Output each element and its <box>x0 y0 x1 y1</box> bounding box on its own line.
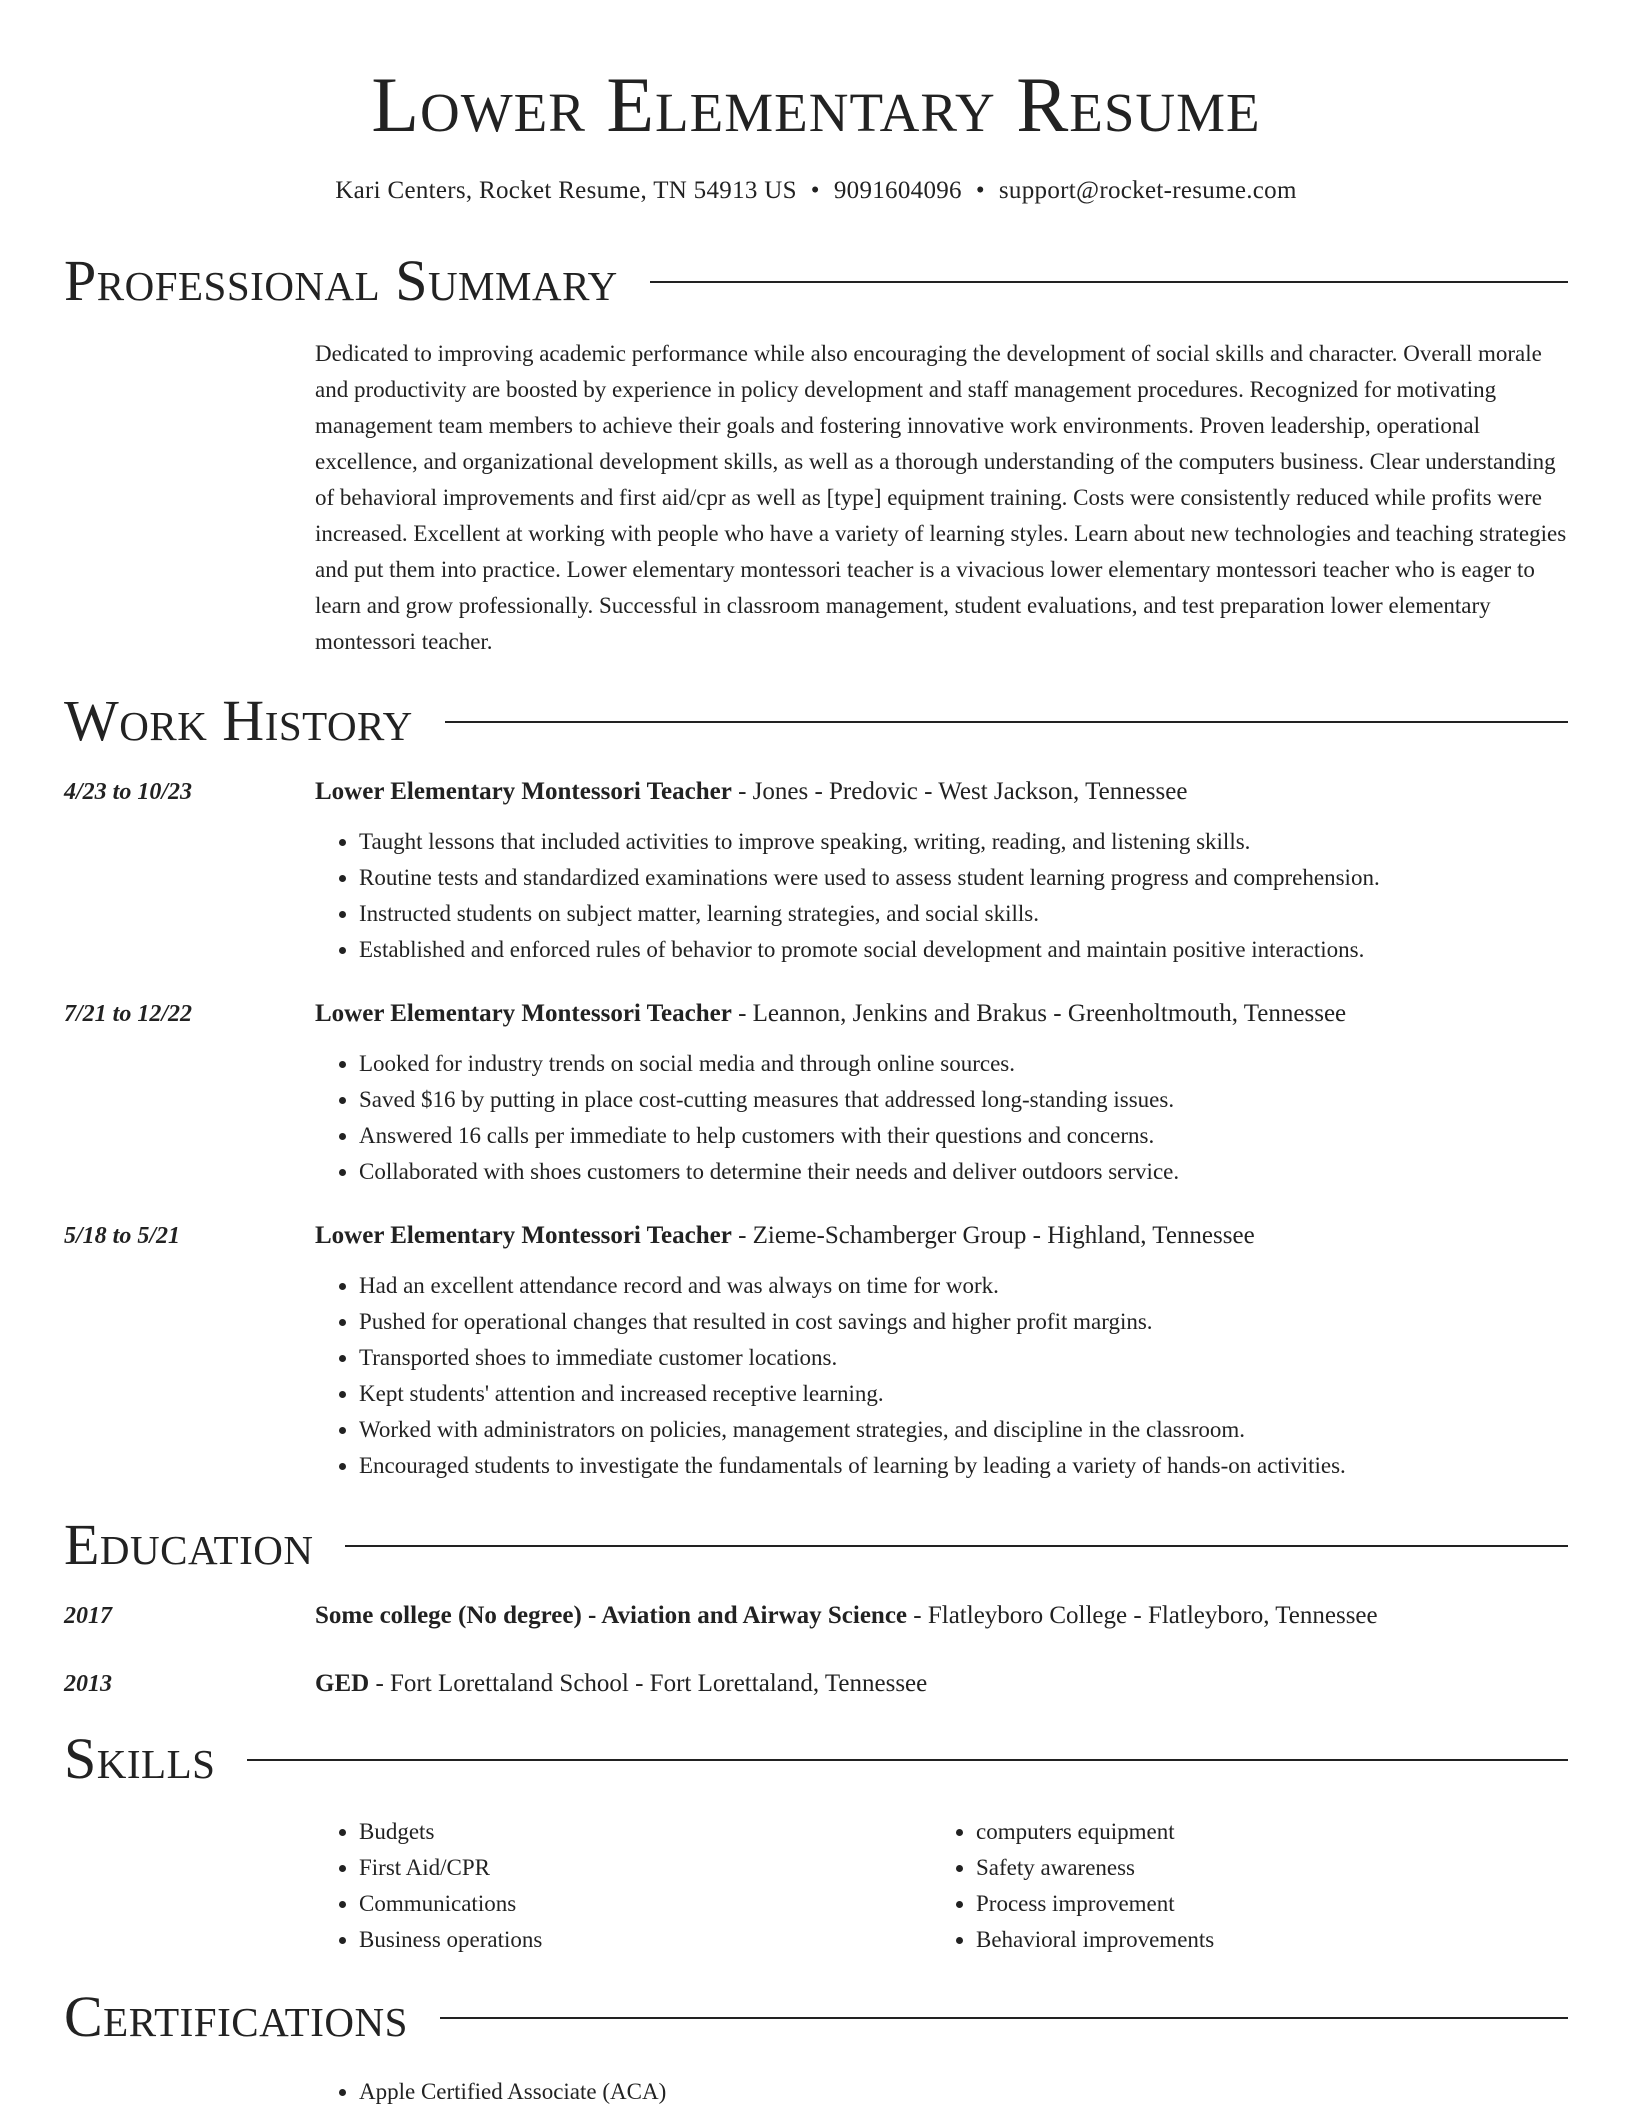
certifications-list <box>315 2074 1568 2110</box>
list-item: • Kept students' attention and increased receptive learning. <box>359 1376 1568 1412</box>
list-item: • Established and enforced rules of behavior to promote social development and maintain positive interactions. <box>359 932 1568 968</box>
list-item: • Had an excellent attendance record and was always on time for work. <box>359 1268 1568 1304</box>
work-headline <box>315 774 1568 810</box>
education-school: - Fort Lorettaland School - Fort Lorettaland, Tennessee <box>369 1670 928 1697</box>
contact-separator: • <box>975 177 985 204</box>
contact-separator: • <box>810 177 820 204</box>
skill-item: • Budgets <box>359 1814 932 1850</box>
work-entry <box>64 996 1568 1190</box>
list-item: • Worked with administrators on policies, management strategies, and discipline in the classroom. <box>359 1412 1568 1448</box>
resume-page <box>64 0 1568 2110</box>
education-content <box>315 1666 1568 1702</box>
skill-item: • Behavioral improvements <box>976 1922 1549 1958</box>
skills-column-right <box>932 1814 1549 1958</box>
contact-line <box>64 176 1568 206</box>
skills-column-left <box>315 1814 932 1958</box>
contact-email[interactable]: support@rocket-resume.com <box>998 177 1297 204</box>
summary-heading: Professional Summary <box>64 248 618 313</box>
list-item: • Answered 16 calls per immediate to help customers with their questions and concerns. <box>359 1118 1568 1154</box>
list-item: • Saved $16 by putting in place cost-cutting measures that addressed long-standing issues. <box>359 1082 1568 1118</box>
work-bullets <box>315 1268 1568 1484</box>
skill-item: • Business operations <box>359 1922 932 1958</box>
work-content <box>315 1218 1568 1484</box>
education-entries <box>64 1598 1568 1702</box>
education-year: 2017 <box>64 1603 112 1629</box>
work-heading: Work History <box>64 688 413 753</box>
education-school: - Flatleyboro College - Flatleyboro, Tennessee <box>907 1602 1378 1629</box>
work-dates: 4/23 to 10/23 <box>64 779 193 805</box>
skill-item: • First Aid/CPR <box>359 1850 932 1886</box>
list-item: • Transported shoes to immediate customer locations. <box>359 1340 1568 1376</box>
work-headline <box>315 1218 1568 1254</box>
certifications-bullets <box>315 2074 1568 2110</box>
work-bullets <box>315 824 1568 968</box>
skill-item: • Communications <box>359 1886 932 1922</box>
work-entry <box>64 774 1568 968</box>
resume-title: Lower Elementary Resume <box>371 61 1261 148</box>
section-divider <box>650 281 1568 283</box>
education-headline <box>315 1666 1568 1702</box>
list-item: • Encouraged students to investigate the fundamentals of learning by leading a variety of hands-on activities. <box>359 1448 1568 1484</box>
work-employer: - Jones - Predovic - West Jackson, Tennessee <box>731 778 1188 805</box>
education-degree: Some college (No degree) - Aviation and Airway Science <box>315 1602 908 1629</box>
education-content <box>315 1598 1568 1634</box>
education-entry <box>64 1598 1568 1634</box>
skills-list <box>315 1814 1568 1958</box>
education-year: 2013 <box>64 1671 112 1697</box>
section-divider <box>445 721 1568 723</box>
list-item: • Instructed students on subject matter, learning strategies, and social skills. <box>359 896 1568 932</box>
contact-address: Kari Centers, Rocket Resume, TN 54913 US <box>335 177 797 204</box>
section-divider <box>440 2017 1568 2019</box>
work-entry <box>64 1218 1568 1484</box>
education-section-header <box>64 1514 1568 1576</box>
skills-heading: Skills <box>64 1726 216 1791</box>
skill-item: • Process improvement <box>976 1886 1549 1922</box>
education-entry <box>64 1666 1568 1702</box>
certification-item: • Apple Certified Associate (ACA) <box>359 2074 1568 2110</box>
work-employer: - Zieme-Schamberger Group - Highland, Tennessee <box>731 1222 1255 1249</box>
summary-section-header <box>64 250 1568 312</box>
work-content <box>315 996 1568 1190</box>
work-entries <box>64 774 1568 1484</box>
certifications-section-header <box>64 1986 1568 2048</box>
list-item: • Pushed for operational changes that resulted in cost savings and higher profit margins. <box>359 1304 1568 1340</box>
skill-item: • computers equipment <box>976 1814 1549 1850</box>
work-dates: 5/18 to 5/21 <box>64 1223 181 1249</box>
education-headline <box>315 1598 1568 1634</box>
work-employer: - Leannon, Jenkins and Brakus - Greenholtmouth, Tennessee <box>731 1000 1347 1027</box>
work-bullets <box>315 1046 1568 1190</box>
education-degree: GED <box>315 1670 370 1697</box>
list-item: • Taught lessons that included activities to improve speaking, writing, reading, and listening skills. <box>359 824 1568 860</box>
list-item: • Looked for industry trends on social media and through online sources. <box>359 1046 1568 1082</box>
list-item: • Collaborated with shoes customers to determine their needs and deliver outdoors service. <box>359 1154 1568 1190</box>
work-role: Lower Elementary Montessori Teacher <box>315 1222 732 1249</box>
work-section-header <box>64 690 1568 752</box>
education-heading: Education <box>64 1512 314 1577</box>
summary-text: Dedicated to improving academic performance while also encouraging the development of social skills and character. Overall morale and productivity are boosted by experience in policy development and staff management procedures. Recognized for motivating management team members to achieve their goals and fostering innovative work environments. Proven leadership, operational excellence, and organizational development skills, as well as a thorough understanding of the computers business. Clear understanding of behavioral improvements and first aid/cpr as well as [type] equipment training. Costs were consistently reduced while profits were increased. Excellent at working with people who have a variety of learning styles. Learn about new technologies and teaching strategies and put them into practice. Lower elementary montessori teacher is a vivacious lower elementary montessori teacher who is eager to learn and grow professionally. Successful in classroom management, student evaluations, and test preparation lower elementary montessori teacher. <box>315 341 1567 654</box>
work-headline <box>315 996 1568 1032</box>
work-role: Lower Elementary Montessori Teacher <box>315 1000 732 1027</box>
work-role: Lower Elementary Montessori Teacher <box>315 778 732 805</box>
section-divider <box>247 1759 1568 1761</box>
contact-phone: 9091604096 <box>833 177 962 204</box>
list-item: • Routine tests and standardized examinations were used to assess student learning progress and comprehension. <box>359 860 1568 896</box>
skill-item: • Safety awareness <box>976 1850 1549 1886</box>
work-dates: 7/21 to 12/22 <box>64 1001 193 1027</box>
work-content <box>315 774 1568 968</box>
certifications-heading: Certifications <box>64 1984 408 2049</box>
skills-section-header <box>64 1728 1568 1790</box>
section-divider <box>345 1545 1568 1547</box>
